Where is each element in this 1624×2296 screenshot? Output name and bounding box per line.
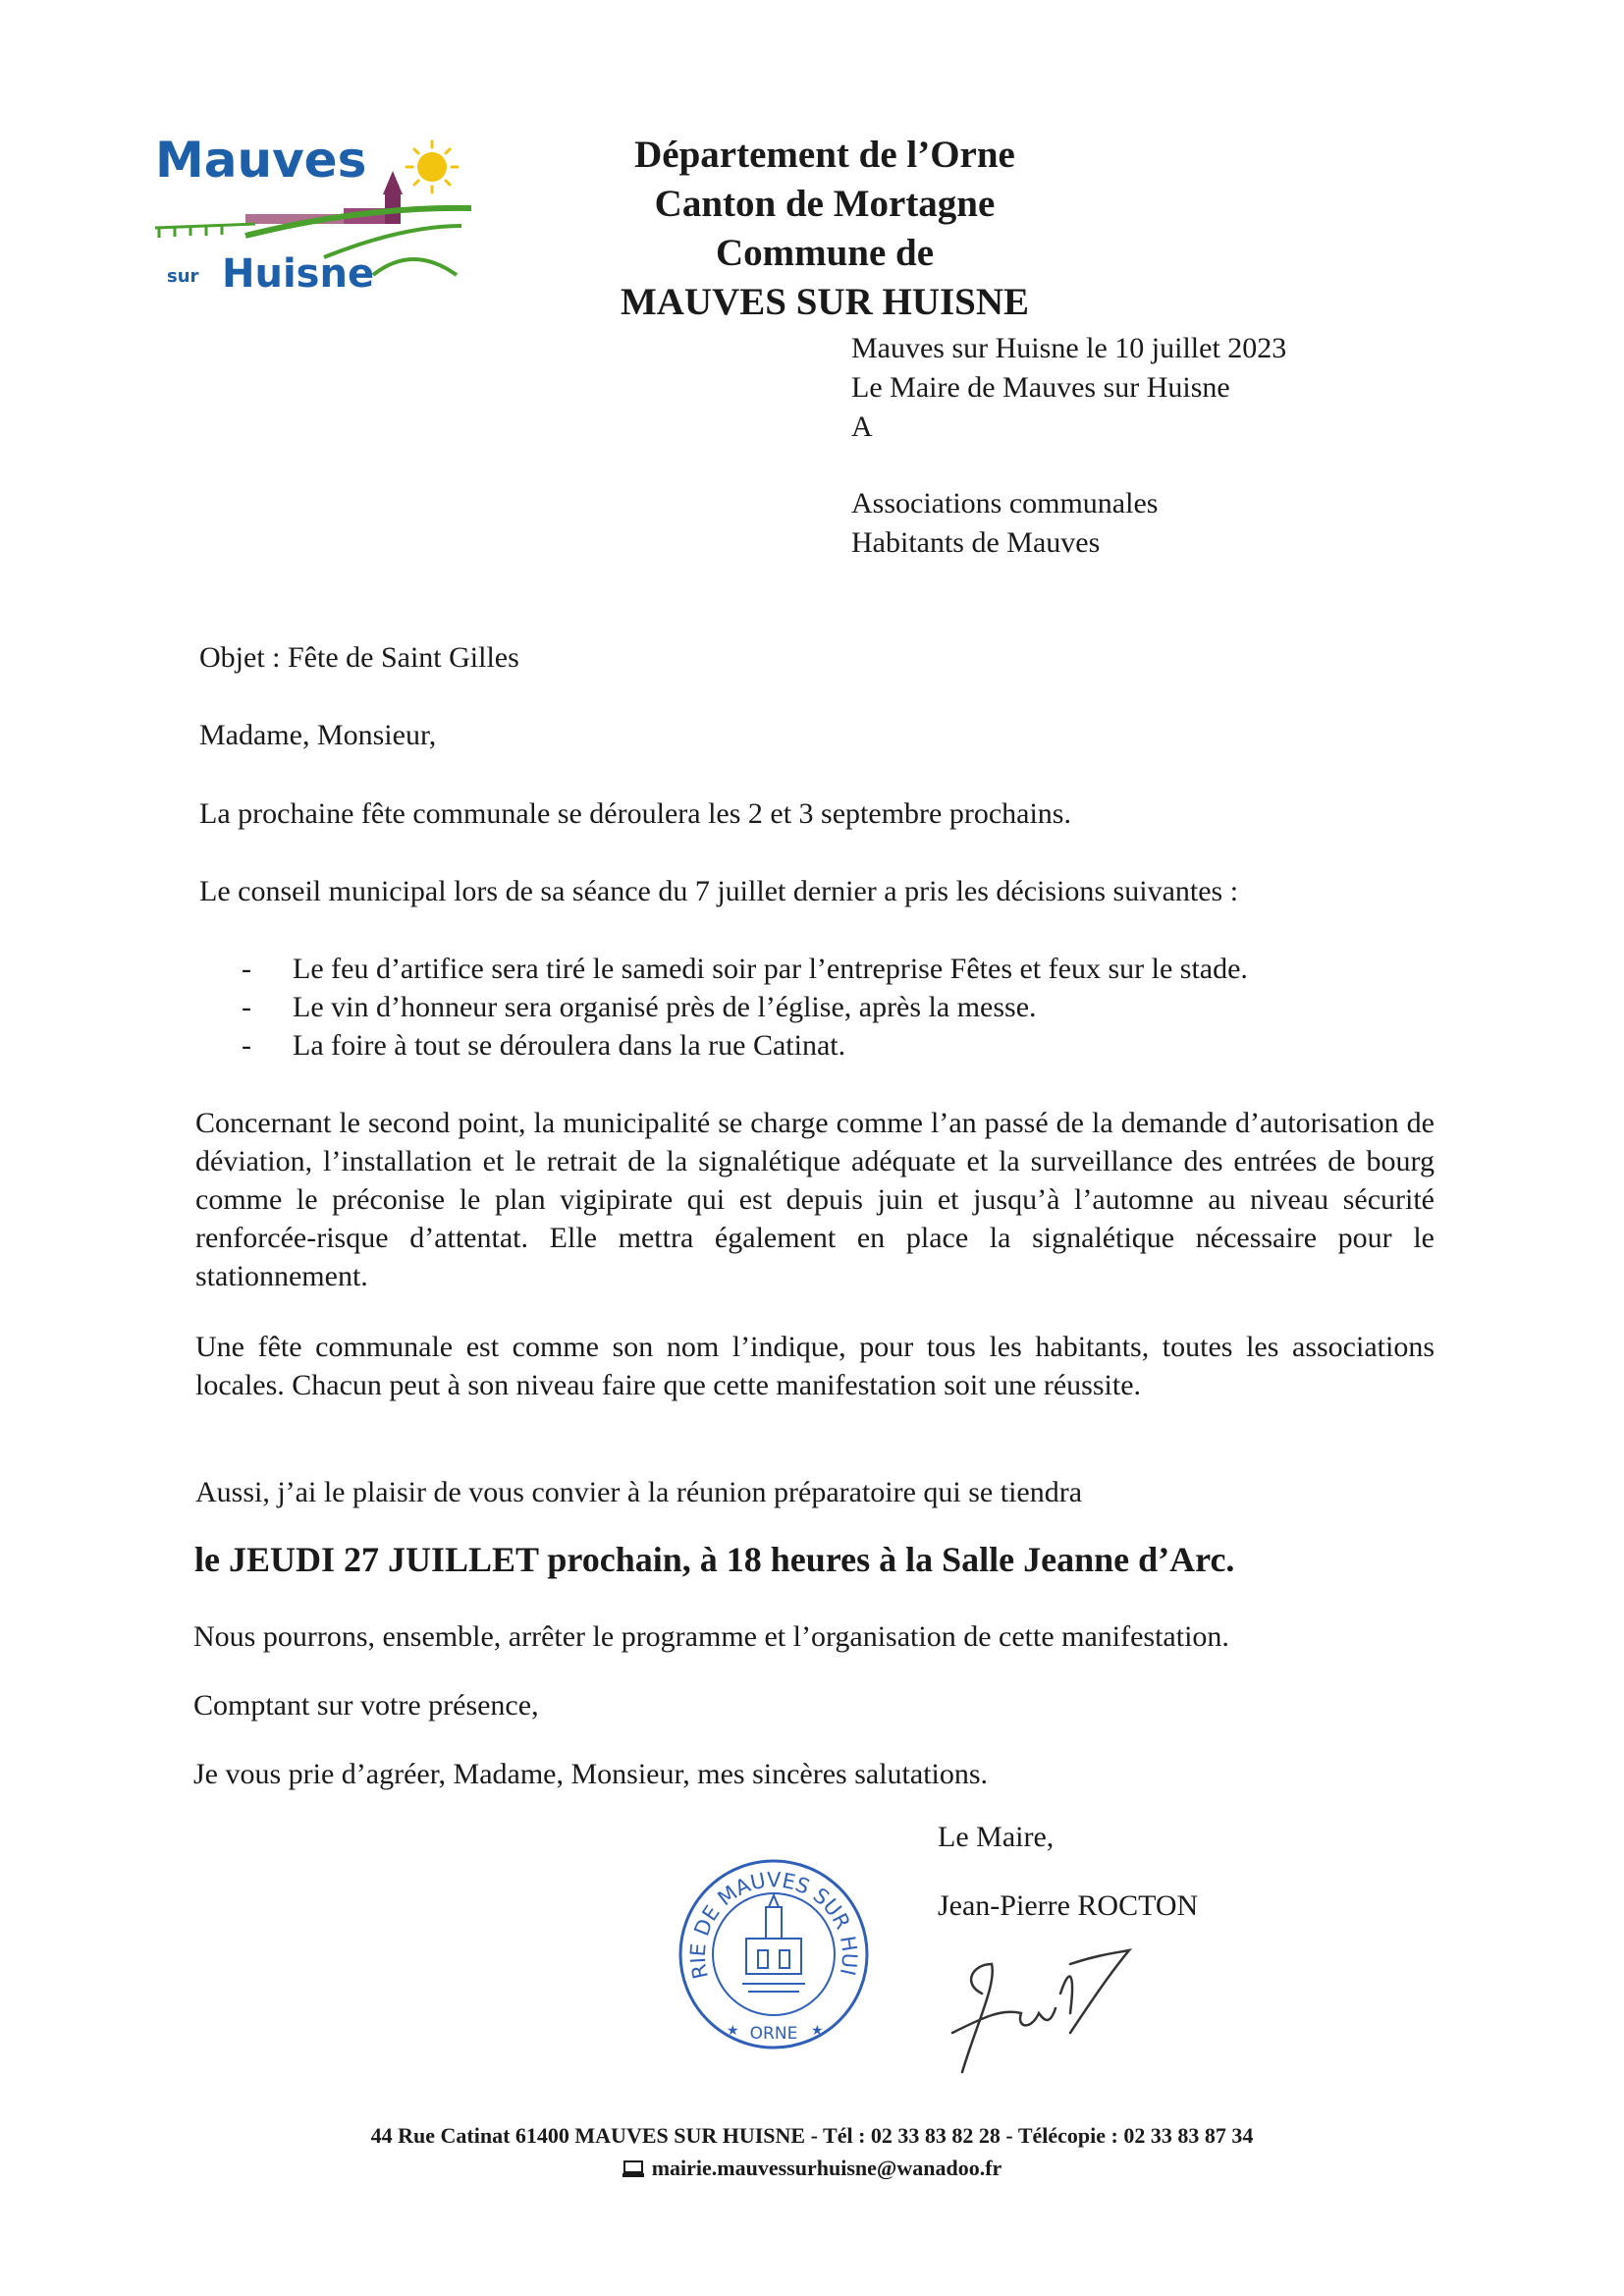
paragraph-invitation: Aussi, j’ai le plaisir de vous convier à la réunion préparatoire qui se tiendra (195, 1476, 1083, 1508)
stamp-star-icon: ★ (811, 2024, 824, 2039)
recipient-habitants: Habitants de Mauves (851, 526, 1101, 559)
footer-email[interactable]: mairie.mauvessurhuisne@wanadoo.fr (651, 2156, 1002, 2180)
letter-object: Objet : Fête de Saint Gilles (199, 641, 519, 674)
sender-name: Le Maire de Mauves sur Huisne (851, 371, 1230, 404)
stamp-star-icon: ★ (727, 2024, 739, 2039)
list-item: - La foire à tout se déroulera dans la rue Catinat. (242, 1026, 1248, 1065)
recipient-associations: Associations communales (851, 487, 1159, 519)
list-item: - Le vin d’honneur sera organisé près de l’église, après la messe. (242, 988, 1248, 1026)
bullet-dash: - (242, 991, 251, 1023)
bullet-dash: - (242, 953, 251, 985)
header-commune-name: MAUVES SUR HUISNE (620, 281, 1030, 323)
place-date: Mauves sur Huisne le 10 juillet 2023 (851, 332, 1287, 364)
stamp-bottom-text: ORNE (749, 2024, 798, 2044)
letterhead-title (550, 131, 1100, 327)
address-block (851, 329, 1286, 563)
church-icon (742, 1895, 805, 1992)
computer-icon (623, 2160, 644, 2178)
paragraph-decisions: Le conseil municipal lors de sa séance du 7 juillet dernier a pris les décisions suivantes : (199, 875, 1239, 907)
bridge-icon (155, 224, 255, 238)
header-department: Département de l’Orne (634, 134, 1015, 176)
signer-title: Le Maire, (938, 1821, 1055, 1853)
bullet-dash: - (242, 1029, 251, 1062)
paragraph-date: La prochaine fête communale se déroulera les 2 et 3 septembre prochains. (199, 797, 1071, 830)
decision-list (242, 950, 1248, 1065)
paragraph-program: Nous pourrons, ensemble, arrêter le programme et l’organisation de cette manifestation. (193, 1620, 1229, 1653)
sun-icon (406, 141, 458, 192)
signer-name: Jean-Pierre ROCTON (938, 1889, 1199, 1922)
logo-sur-text: sur (167, 266, 199, 287)
footer-email-line (0, 2152, 1624, 2184)
handwritten-signature (923, 1925, 1159, 2082)
salutation: Madame, Monsieur, (199, 719, 437, 751)
paragraph-community: Une fête communale est comme son nom l’indique, pour tous les habitants, toutes les associations locales. Chacun peut à son niveau faire que cette manifestation soit une réussite. (195, 1331, 1435, 1401)
logo-mauves-text: Mauves (155, 132, 367, 189)
stamp-graphic (676, 1856, 872, 2052)
paragraph-second-point: Concernant le second point, la municipalité se charge comme l’an passé de la demande d’autorisation de déviation, l’installation et le retrait de la signalétique adéquate et la surveillance des entrées de bourg comme le préconise le plan vigipirate qui est depuis juin et jusqu’à l’automne au niveau sécurité renforcée-risque d’attentat. Elle mettra également en place la signalétique nécessaire pour le stationnement. (195, 1107, 1435, 1292)
to-label: A (851, 410, 873, 443)
header-canton: Canton de Mortagne (654, 183, 996, 225)
list-item: - Le feu d’artifice sera tiré le samedi soir par l’entreprise Fêtes et feux sur le stade. (242, 950, 1248, 988)
footer-address: 44 Rue Catinat 61400 MAUVES SUR HUISNE - Tél : 02 33 83 82 28 - Télécopie : 02 33 83 87 34 (370, 2123, 1254, 2148)
header-commune-label: Commune de (715, 232, 935, 274)
logo-graphic (147, 128, 481, 300)
page-footer (0, 2119, 1624, 2184)
official-stamp (676, 1856, 872, 2052)
commune-logo (147, 128, 481, 300)
meeting-announcement: le JEUDI 27 JUILLET prochain, à 18 heures à la Salle Jeanne d’Arc. (194, 1540, 1235, 1579)
closing-formula: Je vous prie d’agréer, Madame, Monsieur, mes sincères salutations. (193, 1758, 989, 1790)
logo-huisne-text: Huisne (222, 251, 375, 297)
stamp-arc-text: RIE DE MAUVES SUR HUI (685, 1868, 862, 1982)
paragraph-presence: Comptant sur votre présence, (193, 1689, 539, 1722)
